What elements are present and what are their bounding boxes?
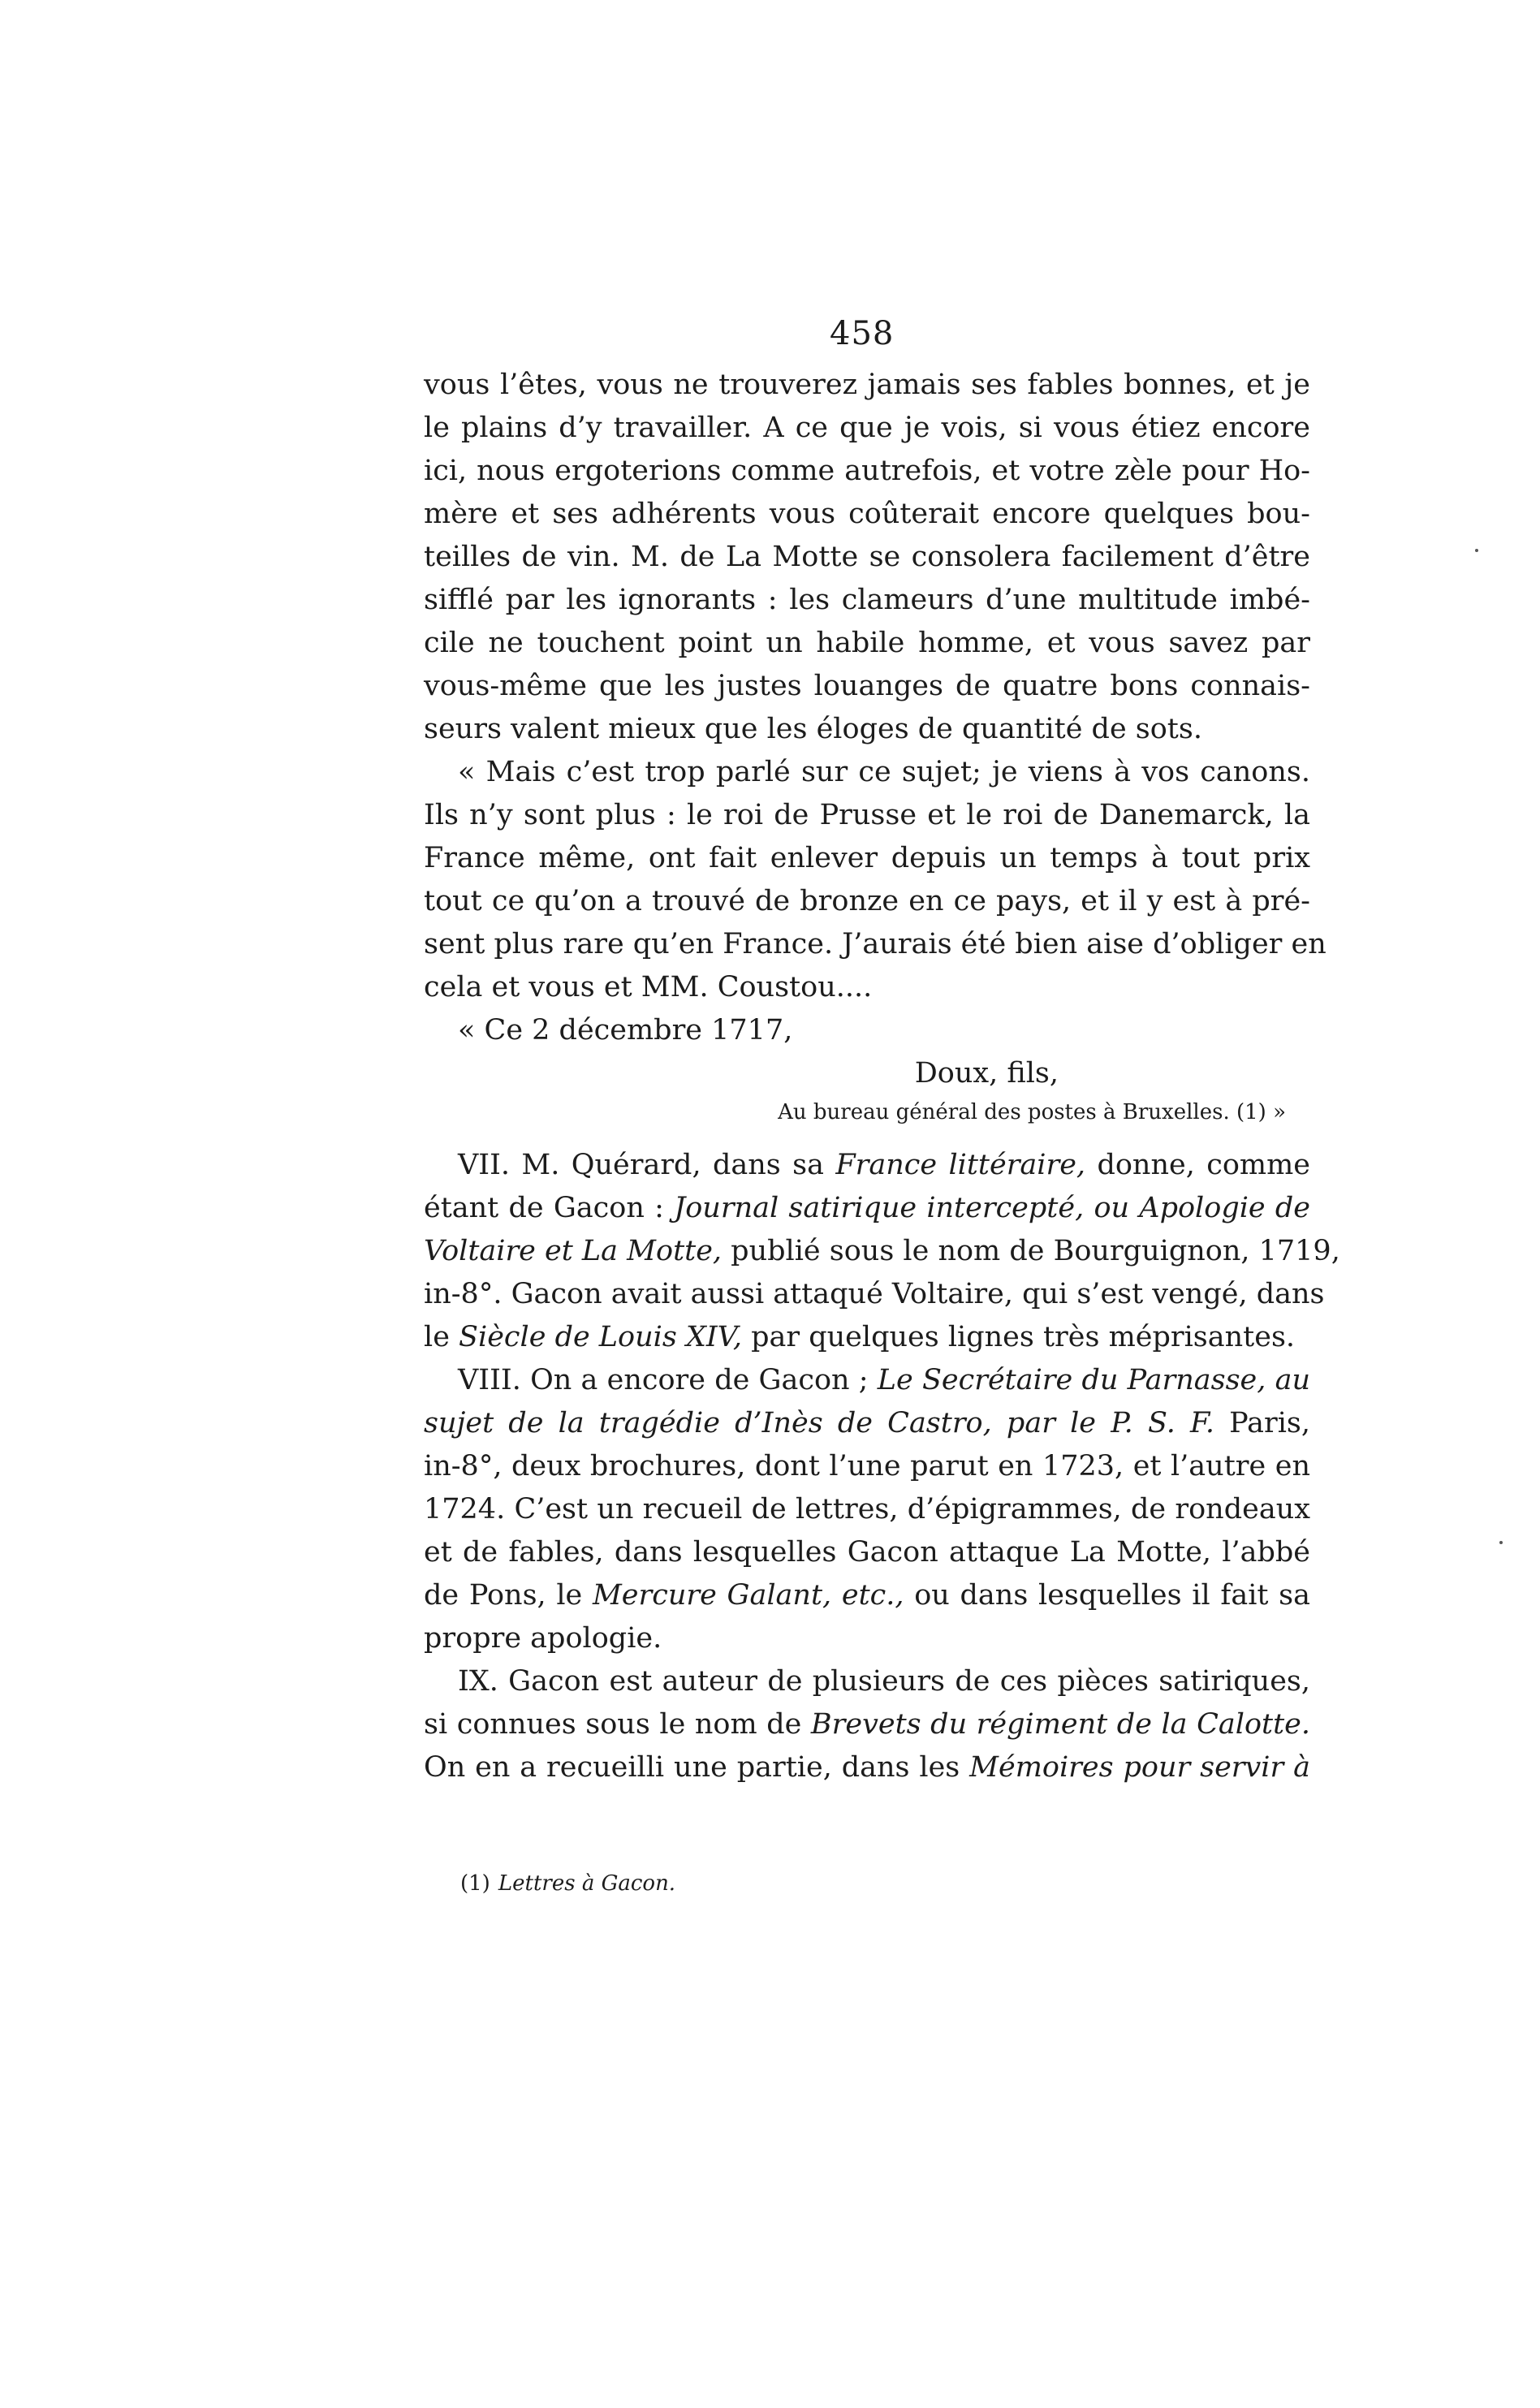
footnote-text: Lettres à Gacon.: [498, 1871, 676, 1896]
text-line: [424, 1230, 1340, 1273]
text-line: Ils n’y sont plus : le roi de Prusse et le roi de Danemarck, la: [424, 799, 1310, 831]
text-line: in-8°, deux brochures, dont l’une parut en 1723, et l’autre en: [424, 1450, 1310, 1482]
text-line: cile ne touchent point un habile homme, et vous savez par: [424, 627, 1310, 659]
text-line: vous l’êtes, vous ne trouverez jamais ses fables bonnes, et je: [424, 369, 1310, 401]
text-line: « Mais c’est trop parlé sur ce sujet; je viens à vos canons.: [458, 756, 1310, 788]
book-title: Mémoires pour servir à: [969, 1751, 1310, 1784]
text-run: le: [424, 1321, 459, 1353]
text-run: de Pons, le: [424, 1579, 593, 1612]
book-title: Journal satirique intercepté, ou Apologie de: [674, 1192, 1310, 1224]
text-line: [424, 1402, 1310, 1445]
text-line: teilles de vin. M. de La Motte se consolera facilement d’être: [424, 541, 1310, 573]
text-line: vous-même que les justes louanges de quatre bons connais-: [424, 670, 1310, 702]
scan-speck: [1499, 1541, 1503, 1544]
text-line: [424, 1187, 1310, 1230]
text-run: Paris,: [1214, 1407, 1310, 1439]
text-line: cela et vous et MM. Coustou....: [424, 971, 873, 1003]
book-title: France littéraire,: [835, 1149, 1086, 1181]
text-line: IX. Gacon est auteur de plusieurs de ces pièces satiriques,: [458, 1665, 1310, 1698]
book-title: Brevets du régiment de la Calotte.: [810, 1708, 1311, 1741]
text-line: in-8°. Gacon avait aussi attaqué Voltaire, qui s’est vengé, dans: [424, 1278, 1325, 1310]
book-title: Le Secrétaire du Parnasse, au: [877, 1364, 1310, 1396]
paragraph-vii: [424, 1144, 1340, 1359]
text-line: le plains d’y travailler. A ce que je vois, si vous étiez encore: [424, 412, 1310, 444]
paragraph-letter-continued: [424, 364, 1310, 751]
text-line: [424, 1144, 1310, 1187]
paragraph-viii: [424, 1359, 1310, 1660]
page-number: 458: [830, 315, 895, 352]
text-line: [424, 1703, 1310, 1746]
text-line: [424, 1746, 1310, 1789]
text-run: donne, comme: [1085, 1149, 1310, 1181]
text-line: tout ce qu’on a trouvé de bronze en ce pays, et il y est à pré-: [424, 885, 1310, 917]
text-line: [424, 1359, 1310, 1402]
text-line: mère et ses adhérents vous coûterait encore quelques bou-: [424, 498, 1310, 530]
paragraph-ix: [424, 1660, 1310, 1789]
text-line: [424, 1574, 1310, 1617]
letter-date: « Ce 2 décembre 1717,: [458, 1014, 793, 1046]
paragraph-canons: [424, 751, 1326, 1009]
text-line: sifflé par les ignorants : les clameurs d’une multitude imbé-: [424, 584, 1310, 616]
footnote: [460, 1869, 675, 1898]
text-line: France même, ont fait enlever depuis un temps à tout prix: [424, 842, 1310, 874]
text-run: On en a recueilli une partie, dans les: [424, 1751, 970, 1784]
text-line: propre apologie.: [424, 1622, 662, 1655]
text-line: 1724. C’est un recueil de lettres, d’épigrammes, de rondeaux: [424, 1493, 1310, 1525]
text-run: VIII. On a encore de Gacon ;: [458, 1364, 878, 1396]
text-run: publié sous le nom de Bourguignon, 1719,: [722, 1235, 1340, 1267]
footnote-marker: (1): [460, 1871, 490, 1896]
text-run: si connues sous le nom de: [424, 1708, 811, 1741]
text-line: et de fables, dans lesquelles Gacon attaque La Motte, l’abbé: [424, 1536, 1310, 1569]
book-title: sujet de la tragédie d’Inès de Castro, par le P. S. F.: [424, 1407, 1214, 1439]
text-run: VII. M. Quérard, dans sa: [458, 1149, 836, 1181]
text-line: seurs valent mieux que les éloges de quantité de sots.: [424, 713, 1202, 745]
letter-address: Au bureau général des postes à Bruxelles. (1) »: [778, 1100, 1286, 1124]
text-run: par quelques lignes très méprisantes.: [741, 1321, 1296, 1353]
text-line: sent plus rare qu’en France. J’aurais été bien aise d’obliger en: [424, 928, 1326, 960]
book-title: Mercure Galant, etc.,: [592, 1579, 904, 1612]
text-run: étant de Gacon :: [424, 1192, 675, 1224]
scan-speck: [1475, 549, 1478, 552]
text-line: [424, 1316, 1310, 1359]
letter-signature: Doux, fils,: [914, 1057, 1059, 1090]
text-line: ici, nous ergoterions comme autrefois, et votre zèle pour Ho-: [424, 455, 1310, 487]
book-title: Siècle de Louis XIV,: [459, 1321, 742, 1353]
body-text: [424, 364, 1340, 1789]
book-title: Voltaire et La Motte,: [424, 1235, 723, 1267]
text-run: ou dans lesquelles il fait sa: [904, 1579, 1310, 1612]
